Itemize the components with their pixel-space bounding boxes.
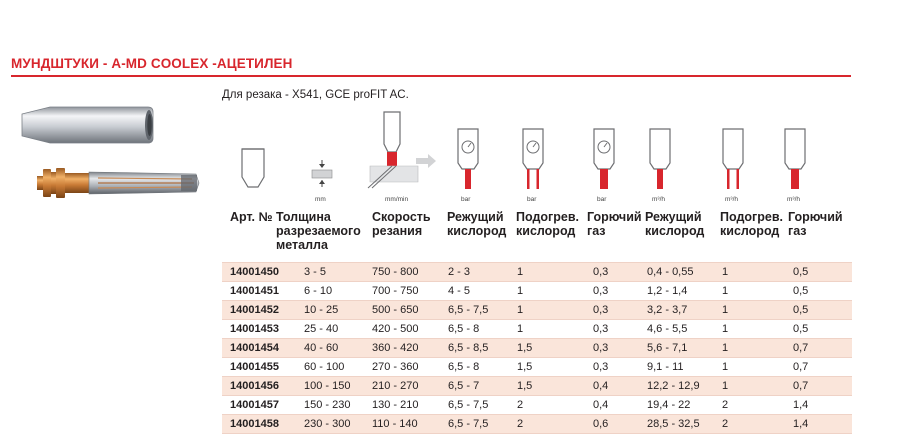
cell-thickness: 25 - 40 xyxy=(304,323,339,335)
table-row xyxy=(222,395,852,414)
cell-thickness: 100 - 150 xyxy=(304,380,351,392)
cell-thickness: 3 - 5 xyxy=(304,266,327,278)
cell-preheat-oxygen-flow: 1 xyxy=(722,342,729,354)
pressure-gauge-icon xyxy=(520,125,546,191)
page-title: МУНДШТУКИ - A-MD COOLEX -АЦЕТИЛЕН xyxy=(11,56,293,71)
table-row xyxy=(222,357,852,376)
cell-cut-oxygen-flow: 28,5 - 32,5 xyxy=(647,418,700,430)
header-fuel-gas-flow: Горючий газ xyxy=(788,210,843,238)
cell-preheat-oxygen: 1 xyxy=(517,266,524,278)
unit-flow-preheat: m³/h xyxy=(725,196,738,203)
cell-speed: 420 - 500 xyxy=(372,323,419,335)
flow-meter-icon xyxy=(647,125,673,191)
cell-article: 14001457 xyxy=(230,399,279,411)
cell-cut-oxygen-flow: 12,2 - 12,9 xyxy=(647,380,700,392)
cell-fuel-gas-flow: 0,5 xyxy=(793,266,809,278)
cell-speed: 270 - 360 xyxy=(372,361,419,373)
flow-meter-icon xyxy=(782,125,808,191)
header-art: Арт. № xyxy=(230,210,273,224)
header-thickness: Толщина разрезаемого металла xyxy=(276,210,361,252)
unit-flow-fuel: m³/h xyxy=(787,196,800,203)
cell-preheat-oxygen-flow: 1 xyxy=(722,266,729,278)
header-cut-oxygen: Режущий кислород xyxy=(447,210,507,238)
nozzle-table xyxy=(222,262,852,434)
cell-fuel-gas-flow: 0,7 xyxy=(793,380,809,392)
cell-preheat-oxygen: 2 xyxy=(517,418,524,430)
pressure-gauge-icon xyxy=(455,125,481,191)
cell-cut-oxygen: 2 - 3 xyxy=(448,266,471,278)
cell-fuel-gas-flow: 0,7 xyxy=(793,361,809,373)
cell-fuel-gas: 0,6 xyxy=(593,418,609,430)
unit-thickness: mm xyxy=(315,196,326,203)
nozzle-tip-image xyxy=(36,166,202,200)
cell-thickness: 230 - 300 xyxy=(304,418,351,430)
cell-cut-oxygen: 4 - 5 xyxy=(448,285,471,297)
cell-fuel-gas: 0,3 xyxy=(593,266,609,278)
cell-article: 14001456 xyxy=(230,380,279,392)
cell-fuel-gas: 0,4 xyxy=(593,380,609,392)
cell-thickness: 150 - 230 xyxy=(304,399,351,411)
cell-speed: 210 - 270 xyxy=(372,380,419,392)
table-row xyxy=(222,376,852,395)
cell-thickness: 10 - 25 xyxy=(304,304,339,316)
cell-preheat-oxygen: 1 xyxy=(517,323,524,335)
cell-cut-oxygen-flow: 19,4 - 22 xyxy=(647,399,691,411)
cell-cut-oxygen-flow: 4,6 - 5,5 xyxy=(647,323,688,335)
header-fuel-gas: Горючий газ xyxy=(587,210,642,238)
subtitle: Для резака - X541, GCE proFIT AC. xyxy=(222,89,409,101)
cell-preheat-oxygen-flow: 1 xyxy=(722,361,729,373)
cell-fuel-gas: 0,3 xyxy=(593,361,609,373)
cell-cut-oxygen: 6,5 - 7,5 xyxy=(448,304,489,316)
cell-cut-oxygen: 6,5 - 8 xyxy=(448,323,480,335)
cell-cut-oxygen: 6,5 - 8 xyxy=(448,361,480,373)
cell-cut-oxygen-flow: 1,2 - 1,4 xyxy=(647,285,688,297)
unit-bar-fuel: bar xyxy=(597,196,607,203)
cell-fuel-gas-flow: 0,5 xyxy=(793,323,809,335)
cell-fuel-gas-flow: 0,7 xyxy=(793,342,809,354)
cell-article: 14001452 xyxy=(230,304,279,316)
cell-fuel-gas: 0,3 xyxy=(593,323,609,335)
cell-preheat-oxygen: 1 xyxy=(517,285,524,297)
cell-fuel-gas: 0,3 xyxy=(593,304,609,316)
cell-fuel-gas-flow: 1,4 xyxy=(793,418,809,430)
cell-thickness: 6 - 10 xyxy=(304,285,333,297)
unit-bar-cut: bar xyxy=(461,196,471,203)
flow-meter-icon xyxy=(720,125,746,191)
cell-fuel-gas: 0,3 xyxy=(593,285,609,297)
header-speed: Скорость резания xyxy=(372,210,431,238)
cell-speed: 500 - 650 xyxy=(372,304,419,316)
header-preheat-oxygen: Подогрев. кислород xyxy=(516,210,579,238)
cell-speed: 130 - 210 xyxy=(372,399,419,411)
pressure-gauge-icon xyxy=(591,125,617,191)
cell-cut-oxygen: 6,5 - 7 xyxy=(448,380,480,392)
header-preheat-oxygen-flow: Подогрев. кислород xyxy=(720,210,783,238)
table-row xyxy=(222,319,852,338)
cell-preheat-oxygen-flow: 1 xyxy=(722,380,729,392)
unit-speed: mm/min xyxy=(385,196,409,203)
cell-preheat-oxygen-flow: 1 xyxy=(722,285,729,297)
cell-thickness: 60 - 100 xyxy=(304,361,345,373)
cell-cut-oxygen: 6,5 - 8,5 xyxy=(448,342,489,354)
cell-speed: 360 - 420 xyxy=(372,342,419,354)
cell-cut-oxygen-flow: 5,6 - 7,1 xyxy=(647,342,688,354)
cell-preheat-oxygen: 1,5 xyxy=(517,342,533,354)
cutting-speed-icon xyxy=(366,108,438,192)
cell-cut-oxygen: 6,5 - 7,5 xyxy=(448,399,489,411)
title-divider xyxy=(11,75,851,77)
cell-fuel-gas: 0,3 xyxy=(593,342,609,354)
unit-bar-preheat: bar xyxy=(527,196,537,203)
cell-fuel-gas-flow: 0,5 xyxy=(793,285,809,297)
cell-preheat-oxygen: 1,5 xyxy=(517,361,533,373)
unit-flow-cut: m³/h xyxy=(652,196,665,203)
cell-fuel-gas-flow: 1,4 xyxy=(793,399,809,411)
cell-preheat-oxygen: 1,5 xyxy=(517,380,533,392)
cell-article: 14001455 xyxy=(230,361,279,373)
cell-preheat-oxygen-flow: 1 xyxy=(722,323,729,335)
table-row xyxy=(222,281,852,300)
cell-cut-oxygen-flow: 9,1 - 11 xyxy=(647,361,684,373)
cell-thickness: 40 - 60 xyxy=(304,342,339,354)
cell-article: 14001454 xyxy=(230,342,279,354)
cell-fuel-gas-flow: 0,5 xyxy=(793,304,809,316)
cell-speed: 110 - 140 xyxy=(372,418,418,430)
cell-article: 14001451 xyxy=(230,285,279,297)
cell-article: 14001458 xyxy=(230,418,279,430)
cell-preheat-oxygen-flow: 1 xyxy=(722,304,729,316)
cell-preheat-oxygen-flow: 2 xyxy=(722,418,729,430)
nozzle-tip-icon xyxy=(238,143,268,193)
cell-speed: 700 - 750 xyxy=(372,285,419,297)
cell-article: 14001450 xyxy=(230,266,279,278)
cell-speed: 750 - 800 xyxy=(372,266,419,278)
cell-preheat-oxygen: 2 xyxy=(517,399,524,411)
cell-cut-oxygen: 6,5 - 7,5 xyxy=(448,418,489,430)
table-row xyxy=(222,414,852,434)
table-row xyxy=(222,300,852,319)
cell-cut-oxygen-flow: 3,2 - 3,7 xyxy=(647,304,688,316)
thickness-arrows-icon xyxy=(310,160,334,188)
cell-fuel-gas: 0,4 xyxy=(593,399,609,411)
cell-preheat-oxygen: 1 xyxy=(517,304,524,316)
cell-preheat-oxygen-flow: 2 xyxy=(722,399,729,411)
table-row xyxy=(222,338,852,357)
nozzle-sleeve-image xyxy=(20,104,155,146)
cell-cut-oxygen-flow: 0,4 - 0,55 xyxy=(647,266,694,278)
table-row xyxy=(222,262,852,281)
cell-article: 14001453 xyxy=(230,323,279,335)
header-cut-oxygen-flow: Режущий кислород xyxy=(645,210,705,238)
